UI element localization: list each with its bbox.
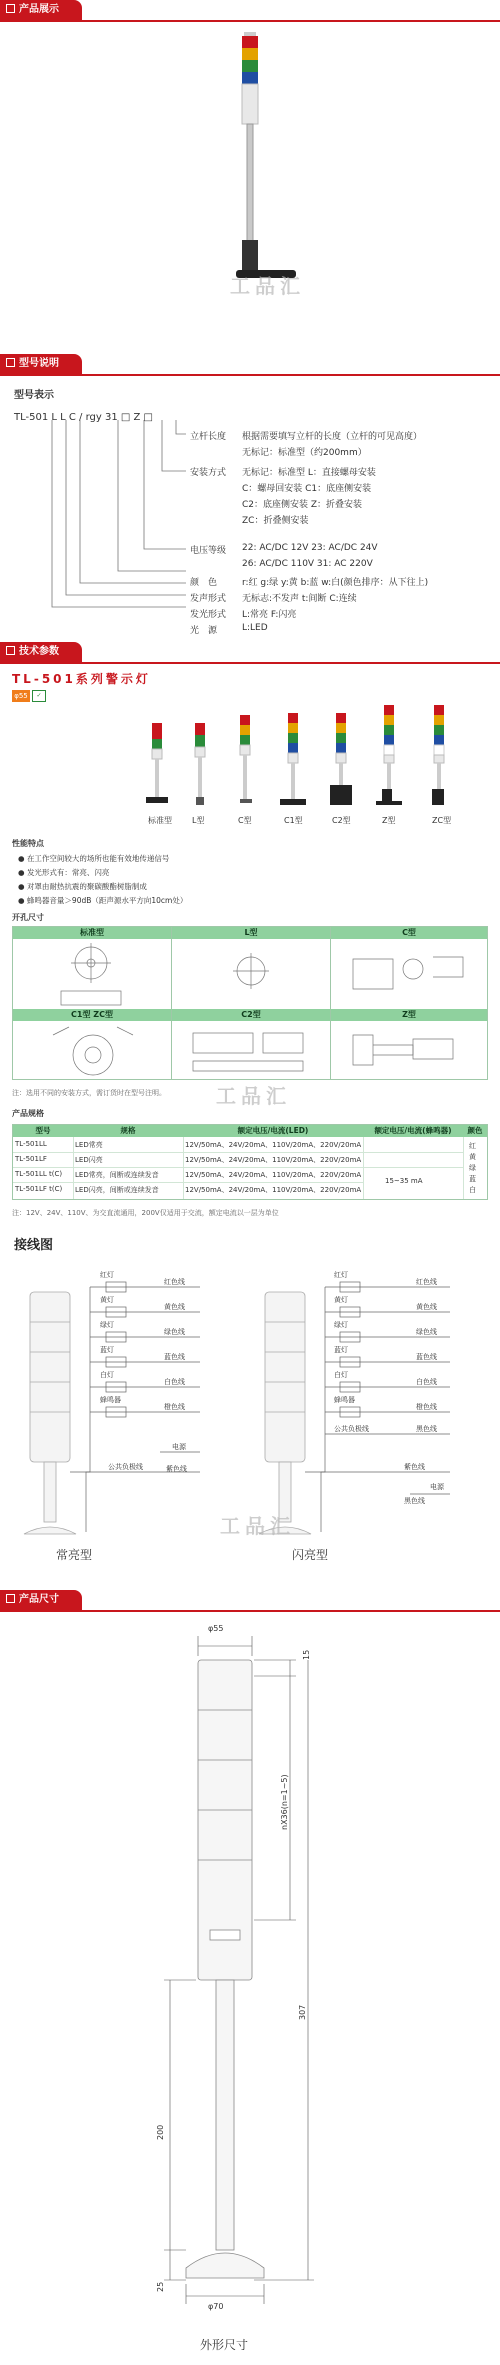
section-tab <box>0 642 82 662</box>
diameter-badge: φ55 <box>12 690 30 702</box>
wiring-wire-label: 黄色线 <box>164 1303 185 1311</box>
wiring-wire-label: 黑色线 <box>416 1425 437 1433</box>
spec-cell: TL-501LF <box>15 1155 47 1163</box>
hole-size-grid <box>12 926 488 1080</box>
spec-title: 产品规格 <box>12 1109 44 1118</box>
spec-note: 注：12V、24V、110V、为交直流通用，200V仅适用于交流，额定电流以一层为单位 <box>12 1209 279 1217</box>
features-list <box>18 852 187 908</box>
wiring-lamp-label: 白灯 <box>334 1371 348 1379</box>
feature-item <box>18 852 187 866</box>
square-icon <box>6 4 15 13</box>
spec-cell: LED常亮 <box>75 1141 103 1149</box>
legend-label: 颜 色 <box>190 578 218 588</box>
wiring-lamp-label: 蓝灯 <box>100 1346 114 1354</box>
red-tier <box>242 36 258 48</box>
yellow-tier <box>242 48 258 60</box>
variant-c1 <box>280 713 306 805</box>
dim-top-diameter: φ55 <box>208 1624 224 1633</box>
spec-header: 规格 <box>73 1125 183 1137</box>
legend-text: 根据需要填写立杆的长度（立杆的可见高度） <box>242 432 423 442</box>
variant-z <box>376 705 402 805</box>
legend-text: C2：底座侧安装 Z：折叠安装 <box>242 500 363 510</box>
legend-label: 立杆长度 <box>190 432 227 442</box>
watermark: 工品汇 <box>220 1514 295 1538</box>
bullet-icon: ● <box>18 896 27 905</box>
spec-cell: LED常亮，间断或连续发音 <box>75 1171 159 1179</box>
square-icon <box>6 1594 15 1603</box>
section-tab <box>0 0 82 20</box>
variant-zc <box>432 705 444 805</box>
wiring-power-label: 电源 <box>430 1483 444 1491</box>
wiring-lamp-label: 蜂鸣器 <box>100 1396 121 1404</box>
dimension-drawing <box>150 1620 370 2320</box>
variant-standard <box>146 723 168 803</box>
wiring-lamp-label: 黄灯 <box>334 1296 348 1304</box>
grid-header: 标准型 <box>13 927 171 939</box>
square-icon <box>6 646 15 655</box>
section-title: 产品尺寸 <box>19 1594 59 1605</box>
legend-label: 光 源 <box>190 626 218 636</box>
grid-header: L型 <box>171 927 330 939</box>
legend-text: C：螺母回安装 C1：底座侧安装 <box>242 484 372 494</box>
spec-header: 颜色 <box>463 1125 487 1137</box>
watermark: 工品汇 <box>216 1084 291 1108</box>
wiring-common-label: 公共负极线 <box>108 1463 143 1471</box>
type-label: C2型 <box>332 816 351 825</box>
wiring-wire-label: 绿色线 <box>416 1328 437 1336</box>
spec-cell: 12V/50mA、24V/20mA、110V/20mA、220V/20mA <box>185 1156 362 1164</box>
spec-cell: 12V/50mA、24V/20mA、110V/20mA、220V/20mA <box>185 1171 362 1179</box>
bullet-icon: ● <box>18 868 27 877</box>
type-label: 标准型 <box>148 816 172 825</box>
section-tab <box>0 1590 82 1610</box>
spec-cell: TL-501LL t(C) <box>15 1170 63 1178</box>
wiring-lamp-label: 蓝灯 <box>334 1346 348 1354</box>
divider <box>0 374 500 376</box>
legend-text: L:LED <box>242 623 268 633</box>
legend-text: 26: AC/DC 110V 31: AC 220V <box>242 559 373 569</box>
spec-table <box>12 1124 488 1200</box>
legend-text: ZC：折叠侧安装 <box>242 516 309 526</box>
wiring-wire-label: 红色线 <box>164 1278 185 1286</box>
watermark: 工品汇 <box>230 274 305 298</box>
pole <box>247 124 253 254</box>
cert-icon: ✓ <box>32 690 46 702</box>
dim-n-tiers: nX36(n=1~5) <box>280 1774 289 1830</box>
product-photo-light <box>180 30 320 300</box>
wiring-lamp-label: 蜂鸣器 <box>334 1396 355 1404</box>
blue-tier <box>242 72 258 84</box>
spec-cell: TL-501LL <box>15 1140 47 1148</box>
spec-header: 额定电压/电流(LED) <box>183 1125 363 1137</box>
feature-item <box>18 894 187 908</box>
type-label: C型 <box>238 816 252 825</box>
divider <box>0 20 500 22</box>
section-title: 技术参数 <box>19 646 59 657</box>
wiring-wire-label: 绿色线 <box>164 1328 185 1336</box>
grid-header: C1型 ZC型 <box>13 1009 171 1021</box>
legend-text: r:红 g:绿 y:黄 b:蓝 w:白(颜色排序：从下往上) <box>242 578 429 588</box>
section-tab <box>0 354 82 374</box>
divider <box>0 1610 500 1612</box>
legend-label: 发声形式 <box>190 594 227 604</box>
type-label: C1型 <box>284 816 303 825</box>
section-title: 产品展示 <box>19 4 59 15</box>
series-title: TL-501系列警示灯 <box>12 672 151 686</box>
features-title: 性能特点 <box>12 839 44 848</box>
bracket <box>242 240 258 274</box>
divider <box>0 662 500 664</box>
grid-header: C型 <box>330 927 487 939</box>
wiring-lamp-label: 黄灯 <box>100 1296 114 1304</box>
model-code-leader-lines <box>40 420 190 620</box>
wiring-lamp-label: 绿灯 <box>100 1321 114 1329</box>
model-subtitle: 型号表示 <box>14 390 54 401</box>
bullet-icon: ● <box>18 882 27 891</box>
body <box>242 84 258 124</box>
dim-307: 307 <box>298 2004 307 2020</box>
feature-text: 在工作空间较大的场所也能有效地传递信号 <box>26 854 170 863</box>
grid-header: Z型 <box>330 1009 487 1021</box>
legend-label: 安装方式 <box>190 468 227 478</box>
feature-text: 对罩由耐热抗震的聚碳酸酯树脂制成 <box>26 882 147 891</box>
wiring-lamp-label: 红灯 <box>100 1271 114 1279</box>
section-title: 型号说明 <box>19 358 59 369</box>
type-label: Z型 <box>382 816 396 825</box>
wiring-wire-label: 橙色线 <box>164 1403 185 1411</box>
spec-cell: 12V/50mA、24V/20mA、110V/20mA、220V/20mA <box>185 1186 362 1194</box>
wiring-lamp-label: 公共负极线 <box>334 1425 369 1433</box>
feature-text: 发光形式有：常亮、闪亮 <box>26 868 110 877</box>
dim-25: 25 <box>156 2281 165 2292</box>
section-header-model <box>0 354 500 376</box>
feature-item <box>18 880 187 894</box>
dim-base-diameter: φ70 <box>208 2302 224 2311</box>
variant-c2 <box>330 713 352 805</box>
section-header-tech <box>0 642 500 664</box>
hole-size-title: 开孔尺寸 <box>12 913 44 922</box>
grid-header: C2型 <box>171 1009 330 1021</box>
wiring-lamp-label: 绿灯 <box>334 1321 348 1329</box>
legend-text: 无标记：标准型 L：直接螺母安装 <box>242 468 376 478</box>
dim-200: 200 <box>156 2124 165 2140</box>
legend-text: 无标记：标准型（约200mm） <box>242 448 367 458</box>
buzzer-value: 15~35 mA <box>385 1177 423 1185</box>
spec-cell: 12V/50mA、24V/20mA、110V/20mA、220V/20mA <box>185 1141 362 1149</box>
type-label: ZC型 <box>432 816 452 825</box>
green-tier <box>242 60 258 72</box>
spec-cell: LED闪亮，间断或连续发音 <box>75 1186 159 1194</box>
wiring-wire-label: 白色线 <box>416 1378 437 1386</box>
section-header-size <box>0 1590 500 1612</box>
colors-cell: 红黄绿蓝白 <box>469 1142 476 1194</box>
dim-15: 15 <box>302 1649 311 1660</box>
steady-caption: 常亮型 <box>56 1548 93 1562</box>
wiring-lamp-label: 白灯 <box>100 1371 114 1379</box>
square-icon <box>6 358 15 367</box>
type-variants-drawing <box>140 705 490 825</box>
dimension-caption: 外形尺寸 <box>200 2338 249 2352</box>
legend-text: 22: AC/DC 12V 23: AC/DC 24V <box>242 543 378 553</box>
section-header-product-show <box>0 0 500 22</box>
spec-header: 型号 <box>13 1125 73 1137</box>
feature-item <box>18 866 187 880</box>
flash-caption: 闪亮型 <box>292 1548 329 1562</box>
wiring-purple-label: 紫色线 <box>166 1465 187 1473</box>
legend-text: L:常亮 F:闪亮 <box>242 610 297 620</box>
legend-label: 电压等级 <box>190 546 227 556</box>
legend-text: 无标志:不发声 t:间断 C:连续 <box>242 594 357 604</box>
feature-text: 蜂鸣器音量＞90dB（距声源水平方向10cm处） <box>26 896 188 905</box>
spec-cell: LED闪亮 <box>75 1156 103 1164</box>
hole-drawings <box>13 939 489 1079</box>
wiring-power-label: 电源 <box>172 1443 186 1451</box>
wiring-lamp-label: 红灯 <box>334 1271 348 1279</box>
bullet-icon: ● <box>18 854 27 863</box>
wiring-wire-label: 橙色线 <box>416 1403 437 1411</box>
hole-note: 注：选用不同的安装方式，需订货时在型号注明。 <box>12 1089 166 1097</box>
wiring-black-label: 黑色线 <box>404 1497 425 1505</box>
spec-header: 额定电压/电流(蜂鸣器) <box>363 1125 463 1137</box>
type-label: L型 <box>192 816 205 825</box>
wiring-wire-label: 黄色线 <box>416 1303 437 1311</box>
wiring-wire-label: 红色线 <box>416 1278 437 1286</box>
spec-cell: TL-501LF t(C) <box>15 1185 63 1193</box>
wiring-wire-label: 蓝色线 <box>164 1353 185 1361</box>
wiring-title: 接线图 <box>14 1238 54 1253</box>
wiring-purple-label: 紫色线 <box>404 1463 425 1471</box>
wiring-wire-label: 蓝色线 <box>416 1353 437 1361</box>
variant-l <box>195 723 205 805</box>
variant-c <box>240 715 252 803</box>
wiring-wire-label: 白色线 <box>164 1378 185 1386</box>
model-code: TL-501 L L C / rgy 31 □ Z □ <box>14 412 153 423</box>
legend-label: 发光形式 <box>190 610 227 620</box>
